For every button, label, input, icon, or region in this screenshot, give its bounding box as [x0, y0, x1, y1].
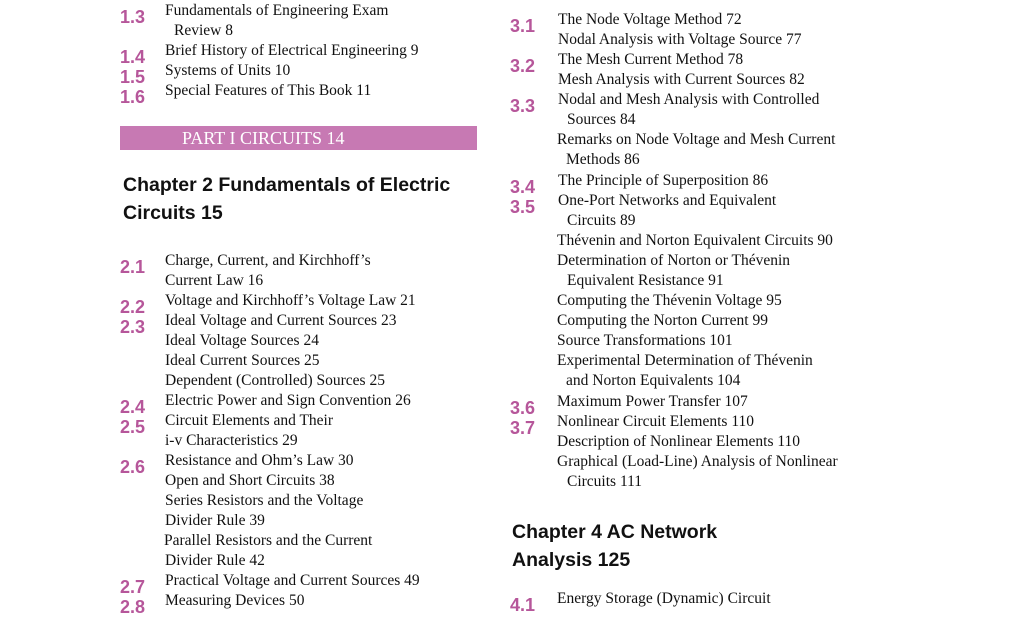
toc-line: Energy Storage (Dynamic) Circuit	[557, 590, 771, 607]
toc-line: Ideal Current Sources 25	[165, 352, 320, 369]
section-number: 3.6	[510, 398, 536, 418]
toc-line: Methods 86	[566, 151, 640, 168]
chapter-title-line: Chapter 2 Fundamentals of Electric	[123, 174, 451, 196]
toc-line: Determination of Norton or Thévenin	[557, 252, 791, 269]
part-banner-label: PART I CIRCUITS 14	[182, 128, 345, 148]
toc-line: Charge, Current, and Kirchhoff’s	[165, 252, 371, 269]
toc-line: Measuring Devices 50	[165, 592, 305, 609]
toc-line: Nodal Analysis with Voltage Source 77	[558, 31, 802, 48]
toc-line: Dependent (Controlled) Sources 25	[165, 372, 385, 389]
section-number: 2.4	[120, 397, 146, 417]
toc-line: Divider Rule 39	[165, 512, 265, 529]
toc-line: Remarks on Node Voltage and Mesh Current	[557, 131, 836, 148]
chapter-title-line: Analysis 125	[512, 549, 631, 571]
toc-line: One-Port Networks and Equivalent	[558, 192, 777, 209]
toc-line: Open and Short Circuits 38	[165, 472, 335, 489]
toc-line: Current Law 16	[165, 272, 264, 289]
section-number: 3.3	[510, 96, 536, 116]
toc-line: Source Transformations 101	[557, 332, 733, 349]
toc-line: Thévenin and Norton Equivalent Circuits 90	[557, 232, 833, 249]
toc-line: Computing the Norton Current 99	[557, 312, 768, 329]
chapter-2-heading	[123, 171, 450, 227]
toc-line: Maximum Power Transfer 107	[557, 393, 748, 410]
toc-line: Resistance and Ohm’s Law 30	[165, 452, 354, 469]
section-number: 4.1	[510, 595, 536, 615]
section-number: 2.7	[120, 577, 146, 597]
toc-line: The Mesh Current Method 78	[558, 51, 744, 68]
section-number: 1.3	[120, 7, 146, 27]
section-number: 2.6	[120, 457, 146, 477]
toc-line: i-v Characteristics 29	[165, 432, 298, 449]
chapter-title-line: Circuits 15	[123, 202, 223, 224]
toc-line: Series Resistors and the Voltage	[165, 492, 364, 509]
section-number: 3.2	[510, 56, 536, 76]
toc-line: Ideal Voltage Sources 24	[165, 332, 319, 349]
section-number: 2.1	[120, 257, 146, 277]
section-number: 3.1	[510, 16, 536, 36]
toc-line: Systems of Units 10	[165, 62, 291, 79]
section-number: 2.3	[120, 317, 146, 337]
toc-line: Circuits 111	[567, 473, 643, 490]
toc-line: The Node Voltage Method 72	[558, 11, 742, 28]
toc-line: Ideal Voltage and Current Sources 23	[165, 312, 397, 329]
toc-line: Divider Rule 42	[165, 552, 265, 569]
chapter-title-line: Chapter 4 AC Network	[512, 521, 718, 543]
section-number: 1.5	[120, 67, 146, 87]
section-number: 1.4	[120, 47, 146, 67]
toc-line: Equivalent Resistance 91	[567, 272, 724, 289]
section-number: 1.6	[120, 87, 146, 107]
part-banner	[120, 126, 477, 150]
toc-line: Mesh Analysis with Current Sources 82	[558, 71, 805, 88]
toc-line: Parallel Resistors and the Current	[164, 532, 373, 549]
toc-line: Review 8	[174, 22, 233, 39]
toc-line: Computing the Thévenin Voltage 95	[557, 292, 782, 309]
section-number: 3.5	[510, 197, 536, 217]
section-number: 2.5	[120, 417, 146, 437]
toc-line: Circuit Elements and Their	[165, 412, 334, 429]
toc-line: Fundamentals of Engineering Exam	[165, 2, 389, 19]
toc-line: Practical Voltage and Current Sources 49	[165, 572, 420, 589]
toc-line: and Norton Equivalents 104	[566, 372, 741, 389]
toc-line: Sources 84	[567, 111, 636, 128]
section-number: 2.8	[120, 597, 146, 617]
toc-line: Experimental Determination of Thévenin	[557, 352, 813, 369]
toc-line: Nodal and Mesh Analysis with Controlled	[558, 91, 820, 108]
toc-line: Voltage and Kirchhoff’s Voltage Law 21	[165, 292, 416, 309]
section-number: 3.4	[510, 177, 536, 197]
toc-line: Nonlinear Circuit Elements 110	[557, 413, 755, 430]
toc-line: Circuits 89	[567, 212, 636, 229]
toc-line: The Principle of Superposition 86	[558, 172, 769, 189]
toc-line: Electric Power and Sign Convention 26	[165, 392, 411, 409]
section-number: 2.2	[120, 297, 146, 317]
toc-line: Brief History of Electrical Engineering 9	[165, 42, 419, 59]
toc-line: Special Features of This Book 11	[165, 82, 372, 99]
toc-line: Description of Nonlinear Elements 110	[557, 433, 801, 450]
chapter-4-heading	[512, 518, 717, 574]
section-number: 3.7	[510, 418, 536, 438]
toc-line: Graphical (Load-Line) Analysis of Nonlinear	[557, 453, 838, 470]
